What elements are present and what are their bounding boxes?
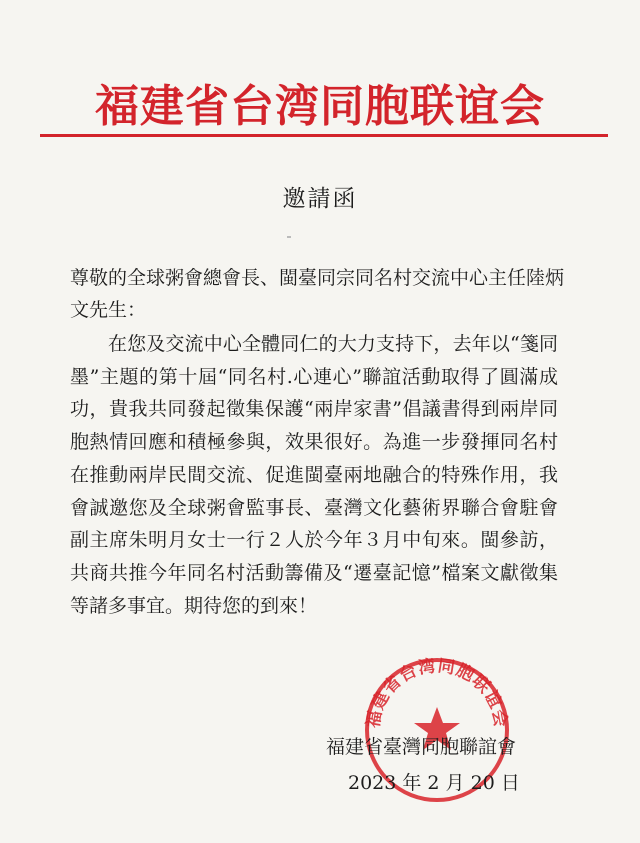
letterhead-title: 福建省台湾同胞联谊会 [95, 81, 545, 132]
paper-speck [287, 236, 291, 238]
seal-text: 福建省台湾同胞联谊会 [363, 656, 511, 730]
sender-name: 福建省臺灣同胞聯誼會 [326, 736, 517, 758]
invitation-title: 邀請函 [282, 186, 358, 212]
body-paragraph: 在您及交流中心全體同仁的大力支持下，去年以“箋同墨”主題的第十屆“同名村.心連心”聯誼活動取得了圓滿成功，貴我共同發起徵集保護“兩岸家書”倡議書得到兩岸同胞熱情回應和積極參與，效果很好。為進一步發揮同名村在推動兩岸民間交流、促進閩臺兩地融合的特殊作用，我會誠邀您及全球粥會監事長、臺灣文化藝術界聯合會駐會副主席朱明月女士一行２人於今年３月中旬來。閩參訪，共商共推今年同名村活動籌備及“遷臺記憶”檔案文獻徵集等諸多事宜。期待您的到來！ [70, 333, 558, 617]
letterhead-rule [40, 134, 608, 137]
letter-date: 2023 年 2 月 20 日 [348, 772, 520, 794]
salutation: 尊敬的全球粥會總會長、閩臺同宗同名村交流中心主任陸炳文先生： [70, 267, 565, 321]
